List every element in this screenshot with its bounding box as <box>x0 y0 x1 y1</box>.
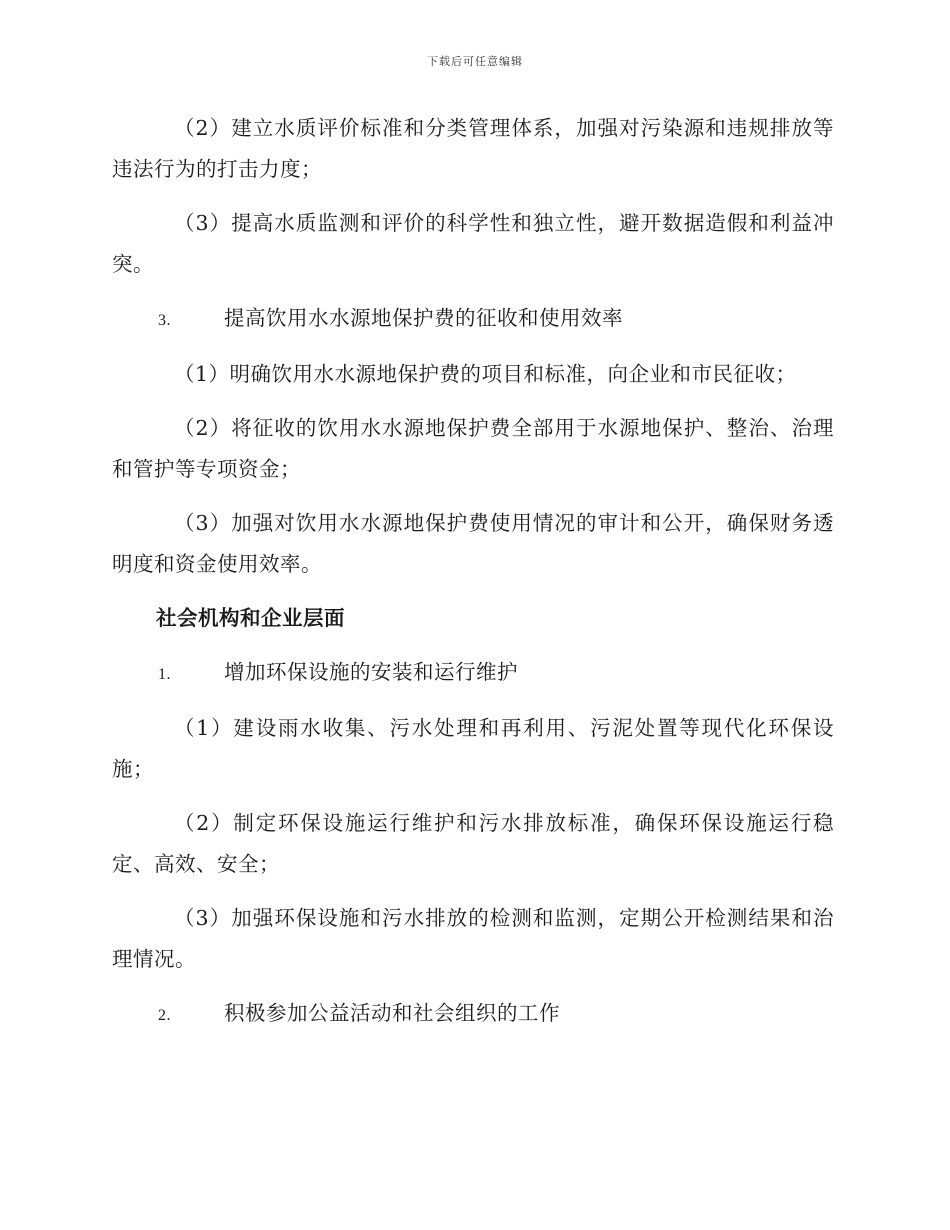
numbered-item-env-facilities <box>112 652 834 695</box>
numbered-item-public-welfare <box>112 993 834 1036</box>
paragraph-maintenance-standards: （2）制定环保设施运行维护和污水排放标准，确保环保设施运行稳定、高效、安全； <box>112 811 834 876</box>
paragraph-monitoring-independence: （3）提高水质监测和评价的科学性和独立性，避开数据造假和利益冲突。 <box>112 211 834 276</box>
item-number: 2. <box>158 1007 171 1024</box>
paragraph-water-quality-standards: （2）建立水质评价标准和分类管理体系，加强对污染源和违规排放等违法行为的打击力度； <box>112 116 834 181</box>
paragraph-inspection-monitoring: （3）加强环保设施和污水排放的检测和监测，定期公开检测结果和治理情况。 <box>112 906 834 971</box>
item-number: 3. <box>158 312 171 329</box>
item-text: 积极参加公益活动和社会组织的工作 <box>224 1001 560 1025</box>
section-heading-social-enterprise: 社会机构和企业层面 <box>156 606 345 630</box>
paragraph-fee-audit: （3）加强对饮用水水源地保护费使用情况的审计和公开，确保财务透明度和资金使用效率。 <box>112 511 834 576</box>
item-text: 增加环保设施的安装和运行维护 <box>224 660 518 684</box>
paragraph-fee-usage: （2）将征收的饮用水水源地保护费全部用于水源地保护、整治、治理和管护等专项资金； <box>112 416 834 481</box>
paragraph-build-facilities: （1）建设雨水收集、污水处理和再利用、污泥处置等现代化环保设施； <box>112 716 834 781</box>
paragraph-fee-standards: （1）明确饮用水水源地保护费的项目和标准，向企业和市民征收； <box>174 362 797 386</box>
document-body <box>112 108 834 1049</box>
item-number: 1. <box>158 666 171 683</box>
numbered-item-protection-fee <box>112 298 834 341</box>
item-text: 提高饮用水水源地保护费的征收和使用效率 <box>224 306 623 330</box>
page-header: 下载后可任意编辑 <box>427 55 523 68</box>
